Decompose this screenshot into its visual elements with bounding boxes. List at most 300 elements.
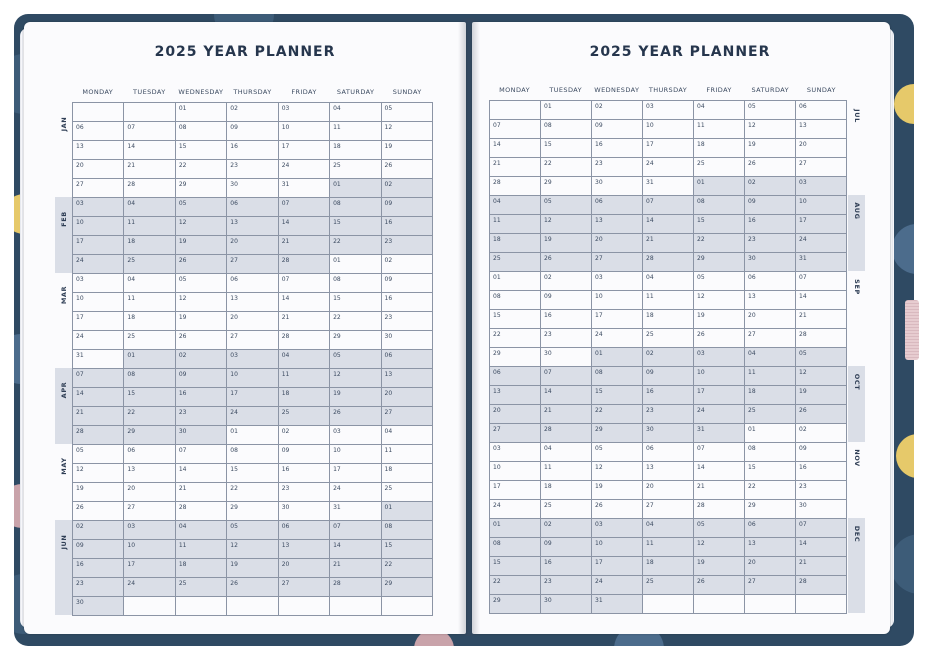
day-cell[interactable]: 05 [382, 103, 433, 122]
day-cell[interactable]: 07 [279, 198, 330, 217]
day-cell[interactable]: 11 [176, 540, 227, 559]
day-cell[interactable]: 18 [490, 234, 541, 253]
day-cell[interactable]: 06 [490, 367, 541, 386]
day-cell[interactable]: 20 [227, 312, 278, 331]
day-cell[interactable]: 17 [279, 141, 330, 160]
day-cell[interactable]: 23 [796, 481, 847, 500]
day-cell[interactable]: 23 [541, 329, 592, 348]
day-cell[interactable]: 09 [796, 443, 847, 462]
day-cell[interactable]: 30 [227, 179, 278, 198]
day-cell[interactable]: 28 [279, 331, 330, 350]
day-cell[interactable]: 16 [279, 464, 330, 483]
day-cell[interactable]: 04 [643, 272, 694, 291]
day-cell[interactable]: 02 [382, 255, 433, 274]
day-cell[interactable]: 11 [490, 215, 541, 234]
day-cell[interactable]: 09 [382, 274, 433, 293]
day-cell[interactable]: 11 [745, 367, 796, 386]
day-cell[interactable]: 02 [382, 179, 433, 198]
day-cell[interactable]: 04 [694, 101, 745, 120]
day-cell[interactable]: 17 [592, 557, 643, 576]
day-cell[interactable]: 15 [490, 310, 541, 329]
day-cell[interactable]: 27 [592, 253, 643, 272]
day-cell[interactable]: 21 [694, 481, 745, 500]
day-cell[interactable]: 12 [176, 293, 227, 312]
day-cell[interactable]: 13 [124, 464, 175, 483]
day-cell[interactable]: 13 [745, 538, 796, 557]
day-cell[interactable]: 28 [796, 329, 847, 348]
day-cell[interactable]: 01 [382, 502, 433, 521]
day-cell[interactable]: 25 [382, 483, 433, 502]
day-cell[interactable]: 29 [382, 578, 433, 597]
day-cell[interactable]: 22 [330, 236, 381, 255]
day-cell[interactable]: 02 [541, 272, 592, 291]
day-cell[interactable]: 28 [330, 578, 381, 597]
day-cell[interactable]: 19 [541, 234, 592, 253]
day-cell[interactable] [124, 597, 175, 616]
day-cell[interactable]: 31 [330, 502, 381, 521]
day-cell[interactable]: 15 [176, 141, 227, 160]
day-cell[interactable]: 18 [279, 388, 330, 407]
day-cell[interactable]: 27 [745, 329, 796, 348]
day-cell[interactable]: 04 [124, 274, 175, 293]
day-cell[interactable]: 06 [382, 350, 433, 369]
day-cell[interactable]: 10 [227, 369, 278, 388]
day-cell[interactable]: 15 [694, 215, 745, 234]
day-cell[interactable]: 07 [490, 120, 541, 139]
day-cell[interactable]: 14 [330, 540, 381, 559]
day-cell[interactable]: 29 [330, 331, 381, 350]
day-cell[interactable]: 01 [490, 272, 541, 291]
day-cell[interactable]: 27 [643, 500, 694, 519]
day-cell[interactable]: 30 [382, 331, 433, 350]
day-cell[interactable]: 11 [279, 369, 330, 388]
day-cell[interactable]: 08 [592, 367, 643, 386]
day-cell[interactable]: 18 [176, 559, 227, 578]
day-cell[interactable]: 09 [382, 198, 433, 217]
day-cell[interactable]: 22 [694, 234, 745, 253]
day-cell[interactable]: 18 [745, 386, 796, 405]
day-cell[interactable]: 04 [745, 348, 796, 367]
day-cell[interactable]: 01 [330, 179, 381, 198]
day-cell[interactable]: 26 [745, 158, 796, 177]
day-cell[interactable]: 17 [490, 481, 541, 500]
day-cell[interactable]: 09 [592, 120, 643, 139]
day-cell[interactable]: 22 [382, 559, 433, 578]
day-cell[interactable]: 03 [643, 101, 694, 120]
day-cell[interactable]: 16 [541, 310, 592, 329]
day-cell[interactable]: 15 [490, 557, 541, 576]
day-cell[interactable]: 19 [176, 236, 227, 255]
day-cell[interactable]: 14 [643, 215, 694, 234]
day-cell[interactable]: 03 [490, 443, 541, 462]
day-cell[interactable]: 11 [643, 291, 694, 310]
day-cell[interactable]: 18 [694, 139, 745, 158]
day-cell[interactable]: 14 [796, 291, 847, 310]
day-cell[interactable]: 24 [490, 500, 541, 519]
day-cell[interactable]: 27 [227, 331, 278, 350]
day-cell[interactable]: 21 [279, 236, 330, 255]
day-cell[interactable]: 19 [227, 559, 278, 578]
day-cell[interactable]: 20 [124, 483, 175, 502]
day-cell[interactable]: 24 [643, 158, 694, 177]
day-cell[interactable] [279, 597, 330, 616]
day-cell[interactable]: 05 [694, 272, 745, 291]
day-cell[interactable]: 02 [796, 424, 847, 443]
day-cell[interactable]: 01 [227, 426, 278, 445]
day-cell[interactable]: 21 [643, 234, 694, 253]
day-cell[interactable]: 23 [73, 578, 124, 597]
day-cell[interactable]: 23 [227, 160, 278, 179]
day-cell[interactable]: 17 [643, 139, 694, 158]
day-cell[interactable]: 16 [592, 139, 643, 158]
day-cell[interactable]: 21 [541, 405, 592, 424]
day-cell[interactable]: 26 [694, 329, 745, 348]
day-cell[interactable]: 12 [73, 464, 124, 483]
day-cell[interactable]: 03 [227, 350, 278, 369]
day-cell[interactable]: 07 [643, 196, 694, 215]
day-cell[interactable]: 13 [490, 386, 541, 405]
day-cell[interactable]: 04 [541, 443, 592, 462]
day-cell[interactable]: 29 [176, 179, 227, 198]
day-cell[interactable]: 10 [73, 293, 124, 312]
day-cell[interactable]: 28 [176, 502, 227, 521]
day-cell[interactable]: 19 [796, 386, 847, 405]
day-cell[interactable]: 06 [73, 122, 124, 141]
day-cell[interactable]: 12 [694, 291, 745, 310]
day-cell[interactable]: 16 [541, 557, 592, 576]
day-cell[interactable]: 01 [541, 101, 592, 120]
day-cell[interactable]: 07 [694, 443, 745, 462]
day-cell[interactable] [643, 595, 694, 614]
day-cell[interactable]: 21 [796, 310, 847, 329]
day-cell[interactable]: 15 [330, 293, 381, 312]
day-cell[interactable]: 06 [227, 198, 278, 217]
day-cell[interactable]: 22 [490, 329, 541, 348]
day-cell[interactable]: 22 [227, 483, 278, 502]
day-cell[interactable]: 24 [279, 160, 330, 179]
day-cell[interactable]: 14 [73, 388, 124, 407]
day-cell[interactable]: 08 [745, 443, 796, 462]
day-cell[interactable]: 30 [176, 426, 227, 445]
day-cell[interactable]: 09 [541, 291, 592, 310]
day-cell[interactable]: 14 [490, 139, 541, 158]
day-cell[interactable]: 05 [176, 274, 227, 293]
day-cell[interactable]: 07 [541, 367, 592, 386]
day-cell[interactable]: 03 [73, 274, 124, 293]
day-cell[interactable]: 13 [227, 217, 278, 236]
day-cell[interactable]: 11 [124, 293, 175, 312]
day-cell[interactable]: 21 [124, 160, 175, 179]
day-cell[interactable]: 05 [176, 198, 227, 217]
day-cell[interactable]: 16 [745, 215, 796, 234]
day-cell[interactable]: 05 [330, 350, 381, 369]
day-cell[interactable]: 22 [541, 158, 592, 177]
day-cell[interactable]: 21 [279, 312, 330, 331]
day-cell[interactable]: 21 [176, 483, 227, 502]
day-cell[interactable]: 07 [124, 122, 175, 141]
day-cell[interactable]: 02 [745, 177, 796, 196]
day-cell[interactable]: 01 [694, 177, 745, 196]
day-cell[interactable]: 18 [124, 312, 175, 331]
day-cell[interactable]: 05 [227, 521, 278, 540]
day-cell[interactable] [694, 595, 745, 614]
day-cell[interactable]: 12 [227, 540, 278, 559]
day-cell[interactable]: 11 [541, 462, 592, 481]
day-cell[interactable]: 10 [796, 196, 847, 215]
day-cell[interactable]: 23 [382, 236, 433, 255]
day-cell[interactable]: 05 [592, 443, 643, 462]
day-cell[interactable]: 08 [382, 521, 433, 540]
day-cell[interactable]: 29 [592, 424, 643, 443]
day-cell[interactable]: 12 [694, 538, 745, 557]
day-cell[interactable]: 10 [592, 538, 643, 557]
day-cell[interactable]: 28 [796, 576, 847, 595]
day-cell[interactable]: 07 [73, 369, 124, 388]
day-cell[interactable]: 30 [279, 502, 330, 521]
day-cell[interactable]: 07 [796, 519, 847, 538]
day-cell[interactable]: 25 [279, 407, 330, 426]
day-cell[interactable]: 09 [73, 540, 124, 559]
day-cell[interactable]: 14 [541, 386, 592, 405]
day-cell[interactable]: 15 [592, 386, 643, 405]
day-cell[interactable]: 25 [694, 158, 745, 177]
day-cell[interactable]: 14 [176, 464, 227, 483]
day-cell[interactable]: 16 [227, 141, 278, 160]
day-cell[interactable]: 27 [227, 255, 278, 274]
day-cell[interactable]: 27 [382, 407, 433, 426]
day-cell[interactable]: 26 [330, 407, 381, 426]
day-cell[interactable]: 13 [592, 215, 643, 234]
day-cell[interactable]: 07 [176, 445, 227, 464]
day-cell[interactable]: 04 [124, 198, 175, 217]
day-cell[interactable]: 25 [490, 253, 541, 272]
day-cell[interactable]: 10 [330, 445, 381, 464]
day-cell[interactable]: 10 [124, 540, 175, 559]
day-cell[interactable]: 23 [592, 158, 643, 177]
day-cell[interactable]: 20 [382, 388, 433, 407]
day-cell[interactable] [330, 597, 381, 616]
day-cell[interactable]: 09 [643, 367, 694, 386]
day-cell[interactable]: 02 [73, 521, 124, 540]
day-cell[interactable]: 15 [745, 462, 796, 481]
day-cell[interactable]: 09 [745, 196, 796, 215]
day-cell[interactable]: 02 [279, 426, 330, 445]
day-cell[interactable]: 10 [279, 122, 330, 141]
day-cell[interactable]: 19 [176, 312, 227, 331]
day-cell[interactable]: 26 [73, 502, 124, 521]
day-cell[interactable]: 13 [73, 141, 124, 160]
day-cell[interactable]: 20 [279, 559, 330, 578]
day-cell[interactable]: 26 [382, 160, 433, 179]
day-cell[interactable]: 18 [382, 464, 433, 483]
day-cell[interactable]: 06 [643, 443, 694, 462]
day-cell[interactable]: 04 [330, 103, 381, 122]
day-cell[interactable]: 20 [643, 481, 694, 500]
day-cell[interactable]: 06 [279, 521, 330, 540]
day-cell[interactable]: 03 [279, 103, 330, 122]
day-cell[interactable]: 11 [124, 217, 175, 236]
day-cell[interactable]: 18 [124, 236, 175, 255]
day-cell[interactable]: 06 [796, 101, 847, 120]
day-cell[interactable]: 22 [745, 481, 796, 500]
day-cell[interactable]: 25 [643, 576, 694, 595]
day-cell[interactable]: 09 [541, 538, 592, 557]
day-cell[interactable]: 12 [796, 367, 847, 386]
day-cell[interactable] [490, 101, 541, 120]
day-cell[interactable]: 12 [382, 122, 433, 141]
day-cell[interactable]: 29 [745, 500, 796, 519]
day-cell[interactable]: 08 [124, 369, 175, 388]
day-cell[interactable]: 09 [176, 369, 227, 388]
day-cell[interactable]: 31 [73, 350, 124, 369]
day-cell[interactable]: 30 [592, 177, 643, 196]
day-cell[interactable]: 30 [73, 597, 124, 616]
day-cell[interactable]: 12 [592, 462, 643, 481]
day-cell[interactable]: 11 [382, 445, 433, 464]
day-cell[interactable]: 01 [592, 348, 643, 367]
day-cell[interactable]: 13 [279, 540, 330, 559]
day-cell[interactable]: 19 [592, 481, 643, 500]
day-cell[interactable]: 13 [382, 369, 433, 388]
day-cell[interactable]: 25 [176, 578, 227, 597]
day-cell[interactable]: 01 [124, 350, 175, 369]
day-cell[interactable]: 13 [227, 293, 278, 312]
day-cell[interactable]: 13 [745, 291, 796, 310]
day-cell[interactable]: 25 [124, 331, 175, 350]
day-cell[interactable]: 20 [796, 139, 847, 158]
day-cell[interactable]: 15 [330, 217, 381, 236]
day-cell[interactable]: 25 [643, 329, 694, 348]
day-cell[interactable]: 27 [73, 179, 124, 198]
day-cell[interactable]: 06 [745, 272, 796, 291]
day-cell[interactable]: 11 [330, 122, 381, 141]
day-cell[interactable]: 24 [227, 407, 278, 426]
day-cell[interactable]: 18 [330, 141, 381, 160]
day-cell[interactable]: 17 [227, 388, 278, 407]
day-cell[interactable]: 16 [382, 293, 433, 312]
day-cell[interactable]: 19 [73, 483, 124, 502]
day-cell[interactable]: 13 [796, 120, 847, 139]
day-cell[interactable]: 11 [694, 120, 745, 139]
day-cell[interactable]: 16 [643, 386, 694, 405]
day-cell[interactable]: 05 [73, 445, 124, 464]
day-cell[interactable]: 23 [279, 483, 330, 502]
day-cell[interactable]: 12 [330, 369, 381, 388]
day-cell[interactable]: 28 [124, 179, 175, 198]
day-cell[interactable]: 10 [592, 291, 643, 310]
day-cell[interactable]: 08 [541, 120, 592, 139]
day-cell[interactable]: 08 [176, 122, 227, 141]
day-cell[interactable]: 05 [694, 519, 745, 538]
day-cell[interactable]: 28 [643, 253, 694, 272]
day-cell[interactable]: 29 [124, 426, 175, 445]
day-cell[interactable]: 29 [694, 253, 745, 272]
day-cell[interactable]: 21 [490, 158, 541, 177]
day-cell[interactable]: 26 [541, 253, 592, 272]
day-cell[interactable]: 23 [541, 576, 592, 595]
day-cell[interactable]: 02 [592, 101, 643, 120]
day-cell[interactable]: 23 [643, 405, 694, 424]
day-cell[interactable]: 19 [694, 310, 745, 329]
day-cell[interactable]: 17 [694, 386, 745, 405]
day-cell[interactable]: 28 [541, 424, 592, 443]
day-cell[interactable]: 07 [796, 272, 847, 291]
day-cell[interactable]: 01 [176, 103, 227, 122]
day-cell[interactable]: 22 [490, 576, 541, 595]
day-cell[interactable]: 29 [490, 348, 541, 367]
day-cell[interactable]: 19 [382, 141, 433, 160]
day-cell[interactable]: 03 [694, 348, 745, 367]
day-cell[interactable]: 26 [694, 576, 745, 595]
day-cell[interactable]: 31 [279, 179, 330, 198]
day-cell[interactable]: 23 [382, 312, 433, 331]
day-cell[interactable]: 01 [330, 255, 381, 274]
day-cell[interactable]: 14 [124, 141, 175, 160]
day-cell[interactable]: 14 [796, 538, 847, 557]
day-cell[interactable]: 17 [124, 559, 175, 578]
day-cell[interactable]: 10 [694, 367, 745, 386]
day-cell[interactable]: 01 [745, 424, 796, 443]
day-cell[interactable] [745, 595, 796, 614]
day-cell[interactable]: 12 [176, 217, 227, 236]
day-cell[interactable]: 26 [796, 405, 847, 424]
day-cell[interactable]: 03 [124, 521, 175, 540]
day-cell[interactable]: 08 [330, 274, 381, 293]
day-cell[interactable]: 17 [73, 236, 124, 255]
day-cell[interactable]: 22 [330, 312, 381, 331]
day-cell[interactable] [124, 103, 175, 122]
day-cell[interactable]: 15 [541, 139, 592, 158]
day-cell[interactable]: 02 [176, 350, 227, 369]
day-cell[interactable]: 16 [382, 217, 433, 236]
day-cell[interactable]: 04 [176, 521, 227, 540]
day-cell[interactable]: 19 [330, 388, 381, 407]
day-cell[interactable]: 30 [541, 348, 592, 367]
day-cell[interactable]: 30 [745, 253, 796, 272]
day-cell[interactable]: 14 [694, 462, 745, 481]
day-cell[interactable]: 15 [382, 540, 433, 559]
day-cell[interactable]: 31 [694, 424, 745, 443]
day-cell[interactable]: 16 [796, 462, 847, 481]
day-cell[interactable]: 24 [124, 578, 175, 597]
day-cell[interactable]: 26 [176, 255, 227, 274]
day-cell[interactable]: 04 [382, 426, 433, 445]
day-cell[interactable]: 24 [73, 255, 124, 274]
day-cell[interactable]: 16 [73, 559, 124, 578]
day-cell[interactable]: 05 [541, 196, 592, 215]
day-cell[interactable]: 25 [541, 500, 592, 519]
day-cell[interactable]: 31 [643, 177, 694, 196]
day-cell[interactable]: 06 [592, 196, 643, 215]
day-cell[interactable]: 28 [694, 500, 745, 519]
day-cell[interactable]: 09 [279, 445, 330, 464]
day-cell[interactable] [382, 597, 433, 616]
day-cell[interactable]: 01 [490, 519, 541, 538]
day-cell[interactable]: 25 [330, 160, 381, 179]
day-cell[interactable]: 22 [124, 407, 175, 426]
day-cell[interactable]: 21 [73, 407, 124, 426]
day-cell[interactable]: 27 [490, 424, 541, 443]
day-cell[interactable]: 18 [541, 481, 592, 500]
day-cell[interactable]: 12 [541, 215, 592, 234]
day-cell[interactable]: 16 [176, 388, 227, 407]
day-cell[interactable]: 02 [227, 103, 278, 122]
day-cell[interactable]: 19 [745, 139, 796, 158]
day-cell[interactable] [73, 103, 124, 122]
day-cell[interactable]: 14 [279, 293, 330, 312]
day-cell[interactable]: 24 [796, 234, 847, 253]
day-cell[interactable]: 25 [124, 255, 175, 274]
